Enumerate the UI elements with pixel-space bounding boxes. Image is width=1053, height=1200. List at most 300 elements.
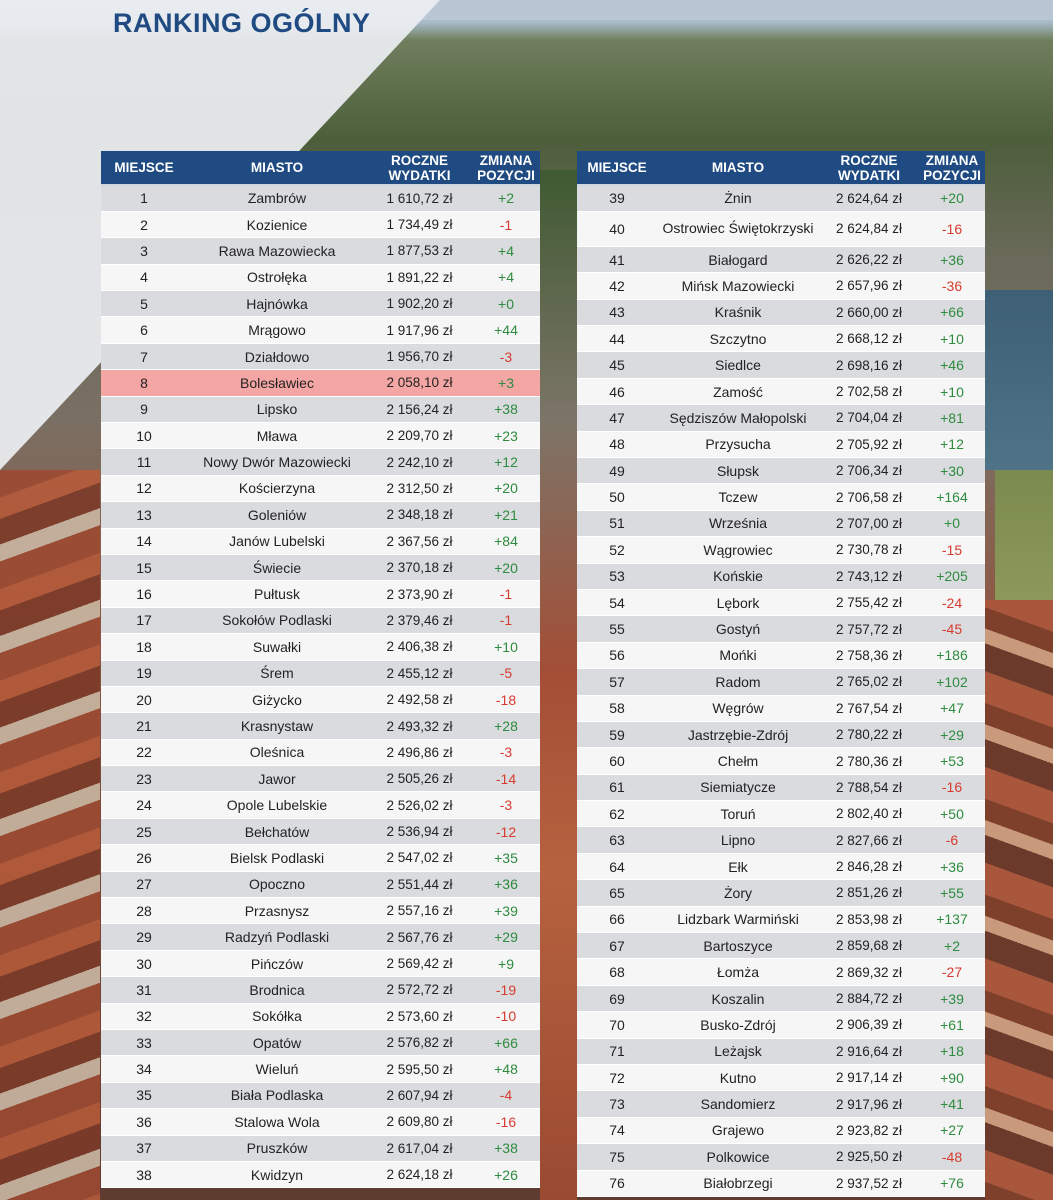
skyline-strip <box>380 0 1053 20</box>
cell-change: -1 <box>472 581 540 607</box>
table-row <box>577 589 985 615</box>
table-row <box>577 299 985 325</box>
table-row <box>577 458 985 484</box>
cell-city: Sędziszów Małopolski <box>657 405 819 431</box>
table-row <box>101 449 540 475</box>
header-city: MIASTO <box>657 151 819 185</box>
table-row <box>101 1003 540 1029</box>
cell-change: +164 <box>919 484 985 510</box>
table-row <box>101 739 540 765</box>
cell-change: +66 <box>919 299 985 325</box>
cell-city: Przasnysz <box>187 898 367 924</box>
cell-place: 12 <box>101 475 187 501</box>
cell-city: Lipno <box>657 827 819 853</box>
table-row <box>577 510 985 536</box>
header-place: MIEJSCE <box>101 151 187 185</box>
table-row <box>101 766 540 792</box>
cell-city: Hajnówka <box>187 291 367 317</box>
cell-change: +2 <box>919 933 985 959</box>
cell-place: 11 <box>101 449 187 475</box>
table-row <box>577 185 985 211</box>
cell-city: Sandomierz <box>657 1091 819 1117</box>
table-row <box>101 291 540 317</box>
cell-place: 52 <box>577 537 657 563</box>
cell-city: Wieluń <box>187 1056 367 1082</box>
cell-city: Mrągowo <box>187 317 367 343</box>
cell-change: -45 <box>919 616 985 642</box>
table-row <box>101 607 540 633</box>
cell-place: 22 <box>101 739 187 765</box>
cell-place: 38 <box>101 1161 187 1187</box>
cell-change: -4 <box>472 1082 540 1108</box>
cell-city: Ostrowiec Świętokrzyski <box>657 211 819 246</box>
cell-place: 34 <box>101 1056 187 1082</box>
table-row <box>577 853 985 879</box>
cell-city: Rawa Mazowiecka <box>187 238 367 264</box>
cell-change: -16 <box>919 774 985 800</box>
cell-city: Lipsko <box>187 396 367 422</box>
table-row <box>577 1091 985 1117</box>
cell-place: 72 <box>577 1065 657 1091</box>
cell-expense: 1 610,72 zł <box>367 185 472 211</box>
cell-place: 76 <box>577 1170 657 1196</box>
cell-place: 55 <box>577 616 657 642</box>
cell-place: 2 <box>101 211 187 237</box>
cell-place: 36 <box>101 1109 187 1135</box>
cell-city: Żnin <box>657 185 819 211</box>
cell-place: 50 <box>577 484 657 510</box>
cell-change: +137 <box>919 906 985 932</box>
cell-city: Sokołów Podlaski <box>187 607 367 633</box>
cell-change: +10 <box>919 326 985 352</box>
cell-change: +35 <box>472 845 540 871</box>
cell-change: +12 <box>919 431 985 457</box>
cell-change: +41 <box>919 1091 985 1117</box>
cell-expense: 2 492,58 zł <box>367 686 472 712</box>
cell-city: Śrem <box>187 660 367 686</box>
cell-expense: 2 312,50 zł <box>367 475 472 501</box>
cell-city: Zambrów <box>187 185 367 211</box>
cell-city: Jastrzębie-Zdrój <box>657 721 819 747</box>
cell-city: Gostyń <box>657 616 819 642</box>
cell-place: 56 <box>577 642 657 668</box>
table-row <box>577 933 985 959</box>
cell-change: -3 <box>472 343 540 369</box>
cell-city: Jawor <box>187 766 367 792</box>
cell-expense: 2 706,34 zł <box>819 458 919 484</box>
cell-city: Polkowice <box>657 1144 819 1170</box>
cell-expense: 2 348,18 zł <box>367 502 472 528</box>
cell-city: Łomża <box>657 959 819 985</box>
cell-change: -18 <box>472 686 540 712</box>
cell-expense: 2 595,50 zł <box>367 1056 472 1082</box>
cell-place: 67 <box>577 933 657 959</box>
cell-place: 41 <box>577 246 657 272</box>
table-row <box>101 713 540 739</box>
cell-change: +10 <box>472 634 540 660</box>
cell-place: 6 <box>101 317 187 343</box>
table-row <box>577 721 985 747</box>
table-row <box>577 211 985 246</box>
cell-change: +20 <box>919 185 985 211</box>
cell-city: Ełk <box>657 853 819 879</box>
cell-expense: 2 906,39 zł <box>819 1012 919 1038</box>
header-expense: ROCZNE WYDATKI <box>367 151 472 185</box>
cell-city: Busko-Zdrój <box>657 1012 819 1038</box>
cell-expense: 2 743,12 zł <box>819 563 919 589</box>
cell-change: +47 <box>919 695 985 721</box>
cell-place: 20 <box>101 686 187 712</box>
cell-place: 69 <box>577 985 657 1011</box>
cell-expense: 2 526,02 zł <box>367 792 472 818</box>
cell-place: 27 <box>101 871 187 897</box>
cell-city: Kościerzyna <box>187 475 367 501</box>
cell-place: 24 <box>101 792 187 818</box>
cell-expense: 2 657,96 zł <box>819 273 919 299</box>
cell-city: Bełchatów <box>187 818 367 844</box>
cell-city: Pińczów <box>187 950 367 976</box>
cell-expense: 2 370,18 zł <box>367 554 472 580</box>
cell-expense: 2 698,16 zł <box>819 352 919 378</box>
cell-expense: 2 660,00 zł <box>819 299 919 325</box>
cell-expense: 2 705,92 zł <box>819 431 919 457</box>
cell-expense: 2 576,82 zł <box>367 1030 472 1056</box>
cell-change: +4 <box>472 264 540 290</box>
cell-change: -14 <box>472 766 540 792</box>
cell-change: +66 <box>472 1030 540 1056</box>
cell-city: Opoczno <box>187 871 367 897</box>
table-row <box>101 370 540 396</box>
table-header-row <box>101 151 540 185</box>
cell-change: +46 <box>919 352 985 378</box>
cell-change: -6 <box>919 827 985 853</box>
table-row <box>577 827 985 853</box>
cell-place: 7 <box>101 343 187 369</box>
table-row <box>101 317 540 343</box>
cell-place: 42 <box>577 273 657 299</box>
cell-change: +61 <box>919 1012 985 1038</box>
riverbank <box>995 470 1053 610</box>
cell-city: Mońki <box>657 642 819 668</box>
table-row <box>101 950 540 976</box>
cell-expense: 2 624,64 zł <box>819 185 919 211</box>
cell-city: Giżycko <box>187 686 367 712</box>
cell-change: +36 <box>472 871 540 897</box>
table-row <box>577 326 985 352</box>
cell-expense: 2 702,58 zł <box>819 378 919 404</box>
cell-expense: 2 755,42 zł <box>819 589 919 615</box>
cell-place: 68 <box>577 959 657 985</box>
roofs-right <box>985 600 1053 1200</box>
table-row <box>577 1170 985 1196</box>
header-city: MIASTO <box>187 151 367 185</box>
cell-place: 13 <box>101 502 187 528</box>
cell-city: Lębork <box>657 589 819 615</box>
cell-change: +21 <box>472 502 540 528</box>
table-row <box>577 801 985 827</box>
cell-change: +29 <box>919 721 985 747</box>
cell-change: +36 <box>919 853 985 879</box>
cell-expense: 2 242,10 zł <box>367 449 472 475</box>
cell-place: 63 <box>577 827 657 853</box>
cell-place: 35 <box>101 1082 187 1108</box>
cell-change: +12 <box>472 449 540 475</box>
cell-change: +76 <box>919 1170 985 1196</box>
table-row <box>577 774 985 800</box>
cell-city: Sokółka <box>187 1003 367 1029</box>
cell-change: -3 <box>472 739 540 765</box>
cell-expense: 2 884,72 zł <box>819 985 919 1011</box>
cell-expense: 2 706,58 zł <box>819 484 919 510</box>
header-change: ZMIANA POZYCJI <box>472 151 540 185</box>
cell-place: 10 <box>101 423 187 449</box>
cell-change: -3 <box>472 792 540 818</box>
table-row <box>101 1056 540 1082</box>
table-row <box>101 818 540 844</box>
cell-expense: 1 734,49 zł <box>367 211 472 237</box>
cell-city: Tczew <box>657 484 819 510</box>
cell-expense: 2 916,64 zł <box>819 1038 919 1064</box>
cell-change: +53 <box>919 748 985 774</box>
cell-expense: 2 572,72 zł <box>367 977 472 1003</box>
table-row <box>101 1030 540 1056</box>
cell-city: Przysucha <box>657 431 819 457</box>
cell-expense: 2 788,54 zł <box>819 774 919 800</box>
cell-expense: 2 569,42 zł <box>367 950 472 976</box>
header-expense: ROCZNE WYDATKI <box>819 151 919 185</box>
cell-place: 65 <box>577 880 657 906</box>
cell-city: Krasnystaw <box>187 713 367 739</box>
cell-expense: 2 557,16 zł <box>367 898 472 924</box>
cell-expense: 2 917,14 zł <box>819 1065 919 1091</box>
cell-city: Janów Lubelski <box>187 528 367 554</box>
cell-city: Białobrzegi <box>657 1170 819 1196</box>
cell-place: 23 <box>101 766 187 792</box>
cell-place: 30 <box>101 950 187 976</box>
cell-expense: 2 780,22 zł <box>819 721 919 747</box>
cell-place: 70 <box>577 1012 657 1038</box>
cell-change: +50 <box>919 801 985 827</box>
cell-change: +90 <box>919 1065 985 1091</box>
cell-change: -27 <box>919 959 985 985</box>
cell-expense: 2 937,52 zł <box>819 1170 919 1196</box>
cell-expense: 2 917,96 zł <box>819 1091 919 1117</box>
cell-expense: 2 624,18 zł <box>367 1161 472 1187</box>
table-row <box>101 977 540 1003</box>
table-row <box>577 1012 985 1038</box>
table-row <box>577 537 985 563</box>
cell-city: Świecie <box>187 554 367 580</box>
cell-change: +102 <box>919 669 985 695</box>
cell-expense: 2 827,66 zł <box>819 827 919 853</box>
table-row <box>101 898 540 924</box>
table-row <box>101 924 540 950</box>
cell-place: 21 <box>101 713 187 739</box>
table-row <box>101 660 540 686</box>
cell-city: Mława <box>187 423 367 449</box>
cell-change: +28 <box>472 713 540 739</box>
cell-place: 15 <box>101 554 187 580</box>
cell-place: 16 <box>101 581 187 607</box>
cell-city: Słupsk <box>657 458 819 484</box>
table-row <box>101 264 540 290</box>
cell-city: Końskie <box>657 563 819 589</box>
cell-city: Stalowa Wola <box>187 1109 367 1135</box>
cell-expense: 2 624,84 zł <box>819 211 919 246</box>
table-row <box>101 792 540 818</box>
ranking-table-right <box>577 151 985 1197</box>
cell-expense: 2 925,50 zł <box>819 1144 919 1170</box>
cell-place: 25 <box>101 818 187 844</box>
cell-place: 29 <box>101 924 187 950</box>
cell-place: 66 <box>577 906 657 932</box>
cell-place: 74 <box>577 1117 657 1143</box>
cell-change: +10 <box>919 378 985 404</box>
table-row <box>577 906 985 932</box>
table-row <box>101 554 540 580</box>
cell-city: Bielsk Podlaski <box>187 845 367 871</box>
cell-expense: 2 496,86 zł <box>367 739 472 765</box>
cell-city: Września <box>657 510 819 536</box>
cell-place: 57 <box>577 669 657 695</box>
cell-expense: 2 379,46 zł <box>367 607 472 633</box>
cell-city: Wągrowiec <box>657 537 819 563</box>
cell-expense: 2 730,78 zł <box>819 537 919 563</box>
cell-city: Goleniów <box>187 502 367 528</box>
cell-change: -19 <box>472 977 540 1003</box>
cell-expense: 2 551,44 zł <box>367 871 472 897</box>
cell-city: Kutno <box>657 1065 819 1091</box>
cell-change: -1 <box>472 211 540 237</box>
cell-place: 40 <box>577 211 657 246</box>
cell-place: 59 <box>577 721 657 747</box>
cell-expense: 2 853,98 zł <box>819 906 919 932</box>
cell-expense: 2 802,40 zł <box>819 801 919 827</box>
photo-gap-middle <box>540 170 577 1200</box>
cell-change: -5 <box>472 660 540 686</box>
cell-place: 71 <box>577 1038 657 1064</box>
table-row <box>101 396 540 422</box>
cell-place: 54 <box>577 589 657 615</box>
cell-place: 39 <box>577 185 657 211</box>
cell-expense: 2 704,04 zł <box>819 405 919 431</box>
cell-change: +84 <box>472 528 540 554</box>
cell-expense: 2 505,26 zł <box>367 766 472 792</box>
cell-change: +23 <box>472 423 540 449</box>
cell-city: Siemiatycze <box>657 774 819 800</box>
cell-place: 3 <box>101 238 187 264</box>
cell-place: 28 <box>101 898 187 924</box>
cell-change: +39 <box>472 898 540 924</box>
cell-change: +205 <box>919 563 985 589</box>
cell-city: Koszalin <box>657 985 819 1011</box>
cell-expense: 2 493,32 zł <box>367 713 472 739</box>
table-row <box>577 695 985 721</box>
cell-place: 47 <box>577 405 657 431</box>
table-row <box>577 1065 985 1091</box>
cell-expense: 2 609,80 zł <box>367 1109 472 1135</box>
cell-city: Pruszków <box>187 1135 367 1161</box>
cell-city: Ostrołęka <box>187 264 367 290</box>
table-row <box>577 1038 985 1064</box>
table-row <box>101 686 540 712</box>
cell-place: 32 <box>101 1003 187 1029</box>
table-row <box>577 1117 985 1143</box>
cell-city: Siedlce <box>657 352 819 378</box>
cell-change: +81 <box>919 405 985 431</box>
table-row <box>577 431 985 457</box>
cell-city: Żory <box>657 880 819 906</box>
cell-place: 18 <box>101 634 187 660</box>
table-row <box>101 1109 540 1135</box>
cell-change: -12 <box>472 818 540 844</box>
cell-expense: 2 767,54 zł <box>819 695 919 721</box>
table-row <box>577 642 985 668</box>
cell-change: +29 <box>472 924 540 950</box>
table-row <box>101 1161 540 1187</box>
cell-change: +39 <box>919 985 985 1011</box>
cell-city: Mińsk Mazowiecki <box>657 273 819 299</box>
cell-expense: 1 902,20 zł <box>367 291 472 317</box>
header-place: MIEJSCE <box>577 151 657 185</box>
cell-place: 26 <box>101 845 187 871</box>
table-row <box>577 669 985 695</box>
table-row <box>101 475 540 501</box>
table-row <box>577 880 985 906</box>
cell-change: -15 <box>919 537 985 563</box>
cell-expense: 2 757,72 zł <box>819 616 919 642</box>
cell-change: +4 <box>472 238 540 264</box>
table-header-row <box>577 151 985 185</box>
cell-change: +9 <box>472 950 540 976</box>
table-row <box>101 581 540 607</box>
ranking-table-left <box>101 151 540 1188</box>
cell-city: Suwałki <box>187 634 367 660</box>
cell-change: +2 <box>472 185 540 211</box>
cell-expense: 2 668,12 zł <box>819 326 919 352</box>
cell-place: 64 <box>577 853 657 879</box>
cell-expense: 2 547,02 zł <box>367 845 472 871</box>
cell-city: Radom <box>657 669 819 695</box>
cell-city: Biała Podlaska <box>187 1082 367 1108</box>
cell-expense: 2 573,60 zł <box>367 1003 472 1029</box>
cell-place: 33 <box>101 1030 187 1056</box>
table-row <box>101 528 540 554</box>
table-row <box>101 211 540 237</box>
cell-place: 17 <box>101 607 187 633</box>
cell-city: Radzyń Podlaski <box>187 924 367 950</box>
cell-expense: 2 859,68 zł <box>819 933 919 959</box>
cell-place: 14 <box>101 528 187 554</box>
cell-place: 1 <box>101 185 187 211</box>
cell-city: Oleśnica <box>187 739 367 765</box>
table-row <box>101 238 540 264</box>
cell-change: +18 <box>919 1038 985 1064</box>
cell-place: 45 <box>577 352 657 378</box>
cell-change: +3 <box>472 370 540 396</box>
cell-place: 9 <box>101 396 187 422</box>
cell-place: 5 <box>101 291 187 317</box>
cell-place: 37 <box>101 1135 187 1161</box>
cell-city: Białogard <box>657 246 819 272</box>
cell-place: 48 <box>577 431 657 457</box>
table-row <box>101 845 540 871</box>
table-row <box>577 563 985 589</box>
table-row <box>101 343 540 369</box>
cell-expense: 2 607,94 zł <box>367 1082 472 1108</box>
cell-city: Leżajsk <box>657 1038 819 1064</box>
cell-expense: 1 956,70 zł <box>367 343 472 369</box>
